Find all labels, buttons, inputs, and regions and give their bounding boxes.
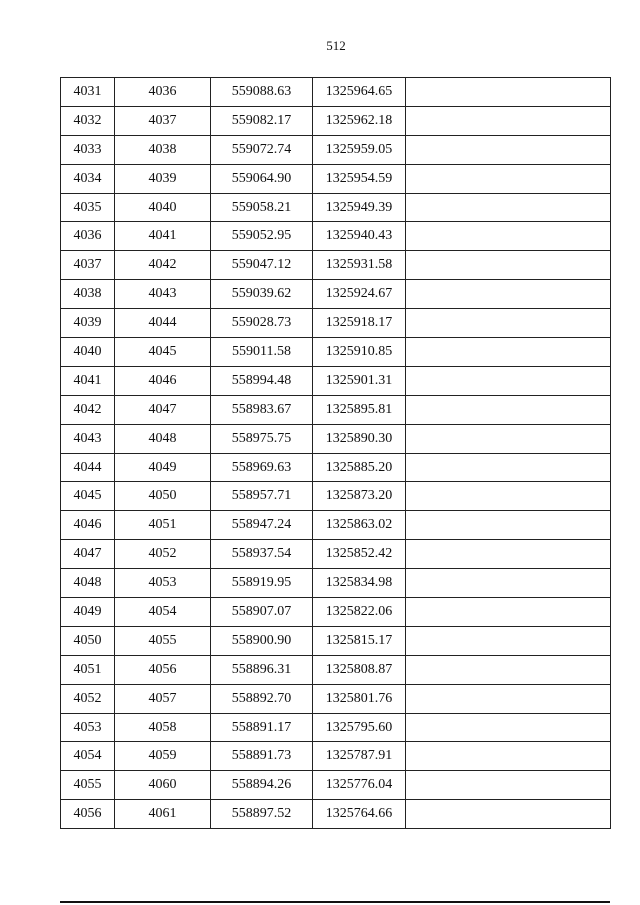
y-coordinate-cell: 1325885.20 [313, 453, 406, 482]
notes-cell [406, 366, 611, 395]
y-coordinate-cell: 1325962.18 [313, 106, 406, 135]
point-ref-cell: 4056 [115, 655, 211, 684]
y-coordinate-cell: 1325808.87 [313, 655, 406, 684]
point-ref-cell: 4045 [115, 338, 211, 367]
point-id-cell: 4055 [61, 771, 115, 800]
y-coordinate-cell: 1325901.31 [313, 366, 406, 395]
notes-cell [406, 626, 611, 655]
x-coordinate-cell: 558975.75 [211, 424, 313, 453]
notes-cell [406, 309, 611, 338]
point-ref-cell: 4061 [115, 800, 211, 829]
point-ref-cell: 4054 [115, 598, 211, 627]
notes-cell [406, 395, 611, 424]
point-id-cell: 4040 [61, 338, 115, 367]
x-coordinate-cell: 558983.67 [211, 395, 313, 424]
x-coordinate-cell: 558994.48 [211, 366, 313, 395]
table-row [61, 598, 611, 627]
point-ref-cell: 4041 [115, 222, 211, 251]
table-row [61, 135, 611, 164]
y-coordinate-cell: 1325815.17 [313, 626, 406, 655]
x-coordinate-cell: 559039.62 [211, 280, 313, 309]
y-coordinate-cell: 1325949.39 [313, 193, 406, 222]
point-id-cell: 4031 [61, 78, 115, 107]
y-coordinate-cell: 1325895.81 [313, 395, 406, 424]
y-coordinate-cell: 1325910.85 [313, 338, 406, 367]
x-coordinate-cell: 558969.63 [211, 453, 313, 482]
coordinates-table [60, 77, 611, 829]
point-id-cell: 4037 [61, 251, 115, 280]
table-body [61, 78, 611, 829]
notes-cell [406, 742, 611, 771]
table-row [61, 106, 611, 135]
notes-cell [406, 135, 611, 164]
x-coordinate-cell: 558896.31 [211, 655, 313, 684]
notes-cell [406, 280, 611, 309]
notes-cell [406, 453, 611, 482]
point-id-cell: 4038 [61, 280, 115, 309]
point-ref-cell: 4059 [115, 742, 211, 771]
point-id-cell: 4048 [61, 569, 115, 598]
y-coordinate-cell: 1325863.02 [313, 511, 406, 540]
point-id-cell: 4051 [61, 655, 115, 684]
x-coordinate-cell: 559052.95 [211, 222, 313, 251]
point-ref-cell: 4036 [115, 78, 211, 107]
point-ref-cell: 4053 [115, 569, 211, 598]
table-row [61, 309, 611, 338]
y-coordinate-cell: 1325931.58 [313, 251, 406, 280]
notes-cell [406, 684, 611, 713]
notes-cell [406, 338, 611, 367]
point-id-cell: 4041 [61, 366, 115, 395]
point-id-cell: 4043 [61, 424, 115, 453]
y-coordinate-cell: 1325873.20 [313, 482, 406, 511]
table-row [61, 193, 611, 222]
point-ref-cell: 4046 [115, 366, 211, 395]
point-ref-cell: 4039 [115, 164, 211, 193]
x-coordinate-cell: 559011.58 [211, 338, 313, 367]
notes-cell [406, 655, 611, 684]
point-ref-cell: 4055 [115, 626, 211, 655]
table-row [61, 78, 611, 107]
point-id-cell: 4054 [61, 742, 115, 771]
x-coordinate-cell: 559082.17 [211, 106, 313, 135]
x-coordinate-cell: 558891.17 [211, 713, 313, 742]
point-id-cell: 4042 [61, 395, 115, 424]
y-coordinate-cell: 1325787.91 [313, 742, 406, 771]
point-ref-cell: 4043 [115, 280, 211, 309]
point-ref-cell: 4047 [115, 395, 211, 424]
notes-cell [406, 511, 611, 540]
table-row [61, 626, 611, 655]
table-row [61, 713, 611, 742]
notes-cell [406, 771, 611, 800]
table-row [61, 771, 611, 800]
notes-cell [406, 106, 611, 135]
point-ref-cell: 4060 [115, 771, 211, 800]
notes-cell [406, 800, 611, 829]
table-row [61, 280, 611, 309]
point-id-cell: 4047 [61, 540, 115, 569]
y-coordinate-cell: 1325940.43 [313, 222, 406, 251]
y-coordinate-cell: 1325852.42 [313, 540, 406, 569]
point-id-cell: 4039 [61, 309, 115, 338]
table-row [61, 655, 611, 684]
point-id-cell: 4050 [61, 626, 115, 655]
notes-cell [406, 164, 611, 193]
notes-cell [406, 222, 611, 251]
notes-cell [406, 251, 611, 280]
y-coordinate-cell: 1325801.76 [313, 684, 406, 713]
y-coordinate-cell: 1325834.98 [313, 569, 406, 598]
y-coordinate-cell: 1325959.05 [313, 135, 406, 164]
point-ref-cell: 4042 [115, 251, 211, 280]
table-row [61, 338, 611, 367]
table-row [61, 540, 611, 569]
point-ref-cell: 4050 [115, 482, 211, 511]
x-coordinate-cell: 558957.71 [211, 482, 313, 511]
x-coordinate-cell: 558897.52 [211, 800, 313, 829]
x-coordinate-cell: 558907.07 [211, 598, 313, 627]
point-ref-cell: 4058 [115, 713, 211, 742]
y-coordinate-cell: 1325822.06 [313, 598, 406, 627]
x-coordinate-cell: 559072.74 [211, 135, 313, 164]
x-coordinate-cell: 558892.70 [211, 684, 313, 713]
notes-cell [406, 540, 611, 569]
table-row [61, 742, 611, 771]
point-id-cell: 4052 [61, 684, 115, 713]
point-id-cell: 4056 [61, 800, 115, 829]
table-row [61, 222, 611, 251]
point-ref-cell: 4037 [115, 106, 211, 135]
table-row [61, 453, 611, 482]
point-id-cell: 4036 [61, 222, 115, 251]
point-ref-cell: 4051 [115, 511, 211, 540]
y-coordinate-cell: 1325890.30 [313, 424, 406, 453]
footer-rule [60, 901, 610, 903]
notes-cell [406, 482, 611, 511]
notes-cell [406, 193, 611, 222]
x-coordinate-cell: 558894.26 [211, 771, 313, 800]
y-coordinate-cell: 1325918.17 [313, 309, 406, 338]
point-id-cell: 4046 [61, 511, 115, 540]
table-row [61, 800, 611, 829]
x-coordinate-cell: 559047.12 [211, 251, 313, 280]
point-id-cell: 4053 [61, 713, 115, 742]
point-ref-cell: 4044 [115, 309, 211, 338]
table-row [61, 251, 611, 280]
point-id-cell: 4034 [61, 164, 115, 193]
x-coordinate-cell: 559058.21 [211, 193, 313, 222]
notes-cell [406, 713, 611, 742]
point-ref-cell: 4057 [115, 684, 211, 713]
x-coordinate-cell: 559088.63 [211, 78, 313, 107]
x-coordinate-cell: 559028.73 [211, 309, 313, 338]
point-id-cell: 4033 [61, 135, 115, 164]
point-ref-cell: 4038 [115, 135, 211, 164]
y-coordinate-cell: 1325764.66 [313, 800, 406, 829]
table-row [61, 366, 611, 395]
page-number: 512 [326, 38, 346, 53]
x-coordinate-cell: 558900.90 [211, 626, 313, 655]
point-ref-cell: 4048 [115, 424, 211, 453]
table-row [61, 684, 611, 713]
y-coordinate-cell: 1325776.04 [313, 771, 406, 800]
notes-cell [406, 78, 611, 107]
x-coordinate-cell: 558919.95 [211, 569, 313, 598]
y-coordinate-cell: 1325964.65 [313, 78, 406, 107]
x-coordinate-cell: 558937.54 [211, 540, 313, 569]
notes-cell [406, 598, 611, 627]
point-id-cell: 4035 [61, 193, 115, 222]
point-id-cell: 4045 [61, 482, 115, 511]
y-coordinate-cell: 1325795.60 [313, 713, 406, 742]
y-coordinate-cell: 1325954.59 [313, 164, 406, 193]
point-ref-cell: 4040 [115, 193, 211, 222]
table-row [61, 424, 611, 453]
point-id-cell: 4044 [61, 453, 115, 482]
table-row [61, 569, 611, 598]
point-ref-cell: 4049 [115, 453, 211, 482]
point-id-cell: 4032 [61, 106, 115, 135]
point-ref-cell: 4052 [115, 540, 211, 569]
point-id-cell: 4049 [61, 598, 115, 627]
x-coordinate-cell: 558891.73 [211, 742, 313, 771]
table-row [61, 511, 611, 540]
x-coordinate-cell: 558947.24 [211, 511, 313, 540]
notes-cell [406, 424, 611, 453]
notes-cell [406, 569, 611, 598]
x-coordinate-cell: 559064.90 [211, 164, 313, 193]
table-row [61, 482, 611, 511]
table-row [61, 164, 611, 193]
table-row [61, 395, 611, 424]
y-coordinate-cell: 1325924.67 [313, 280, 406, 309]
